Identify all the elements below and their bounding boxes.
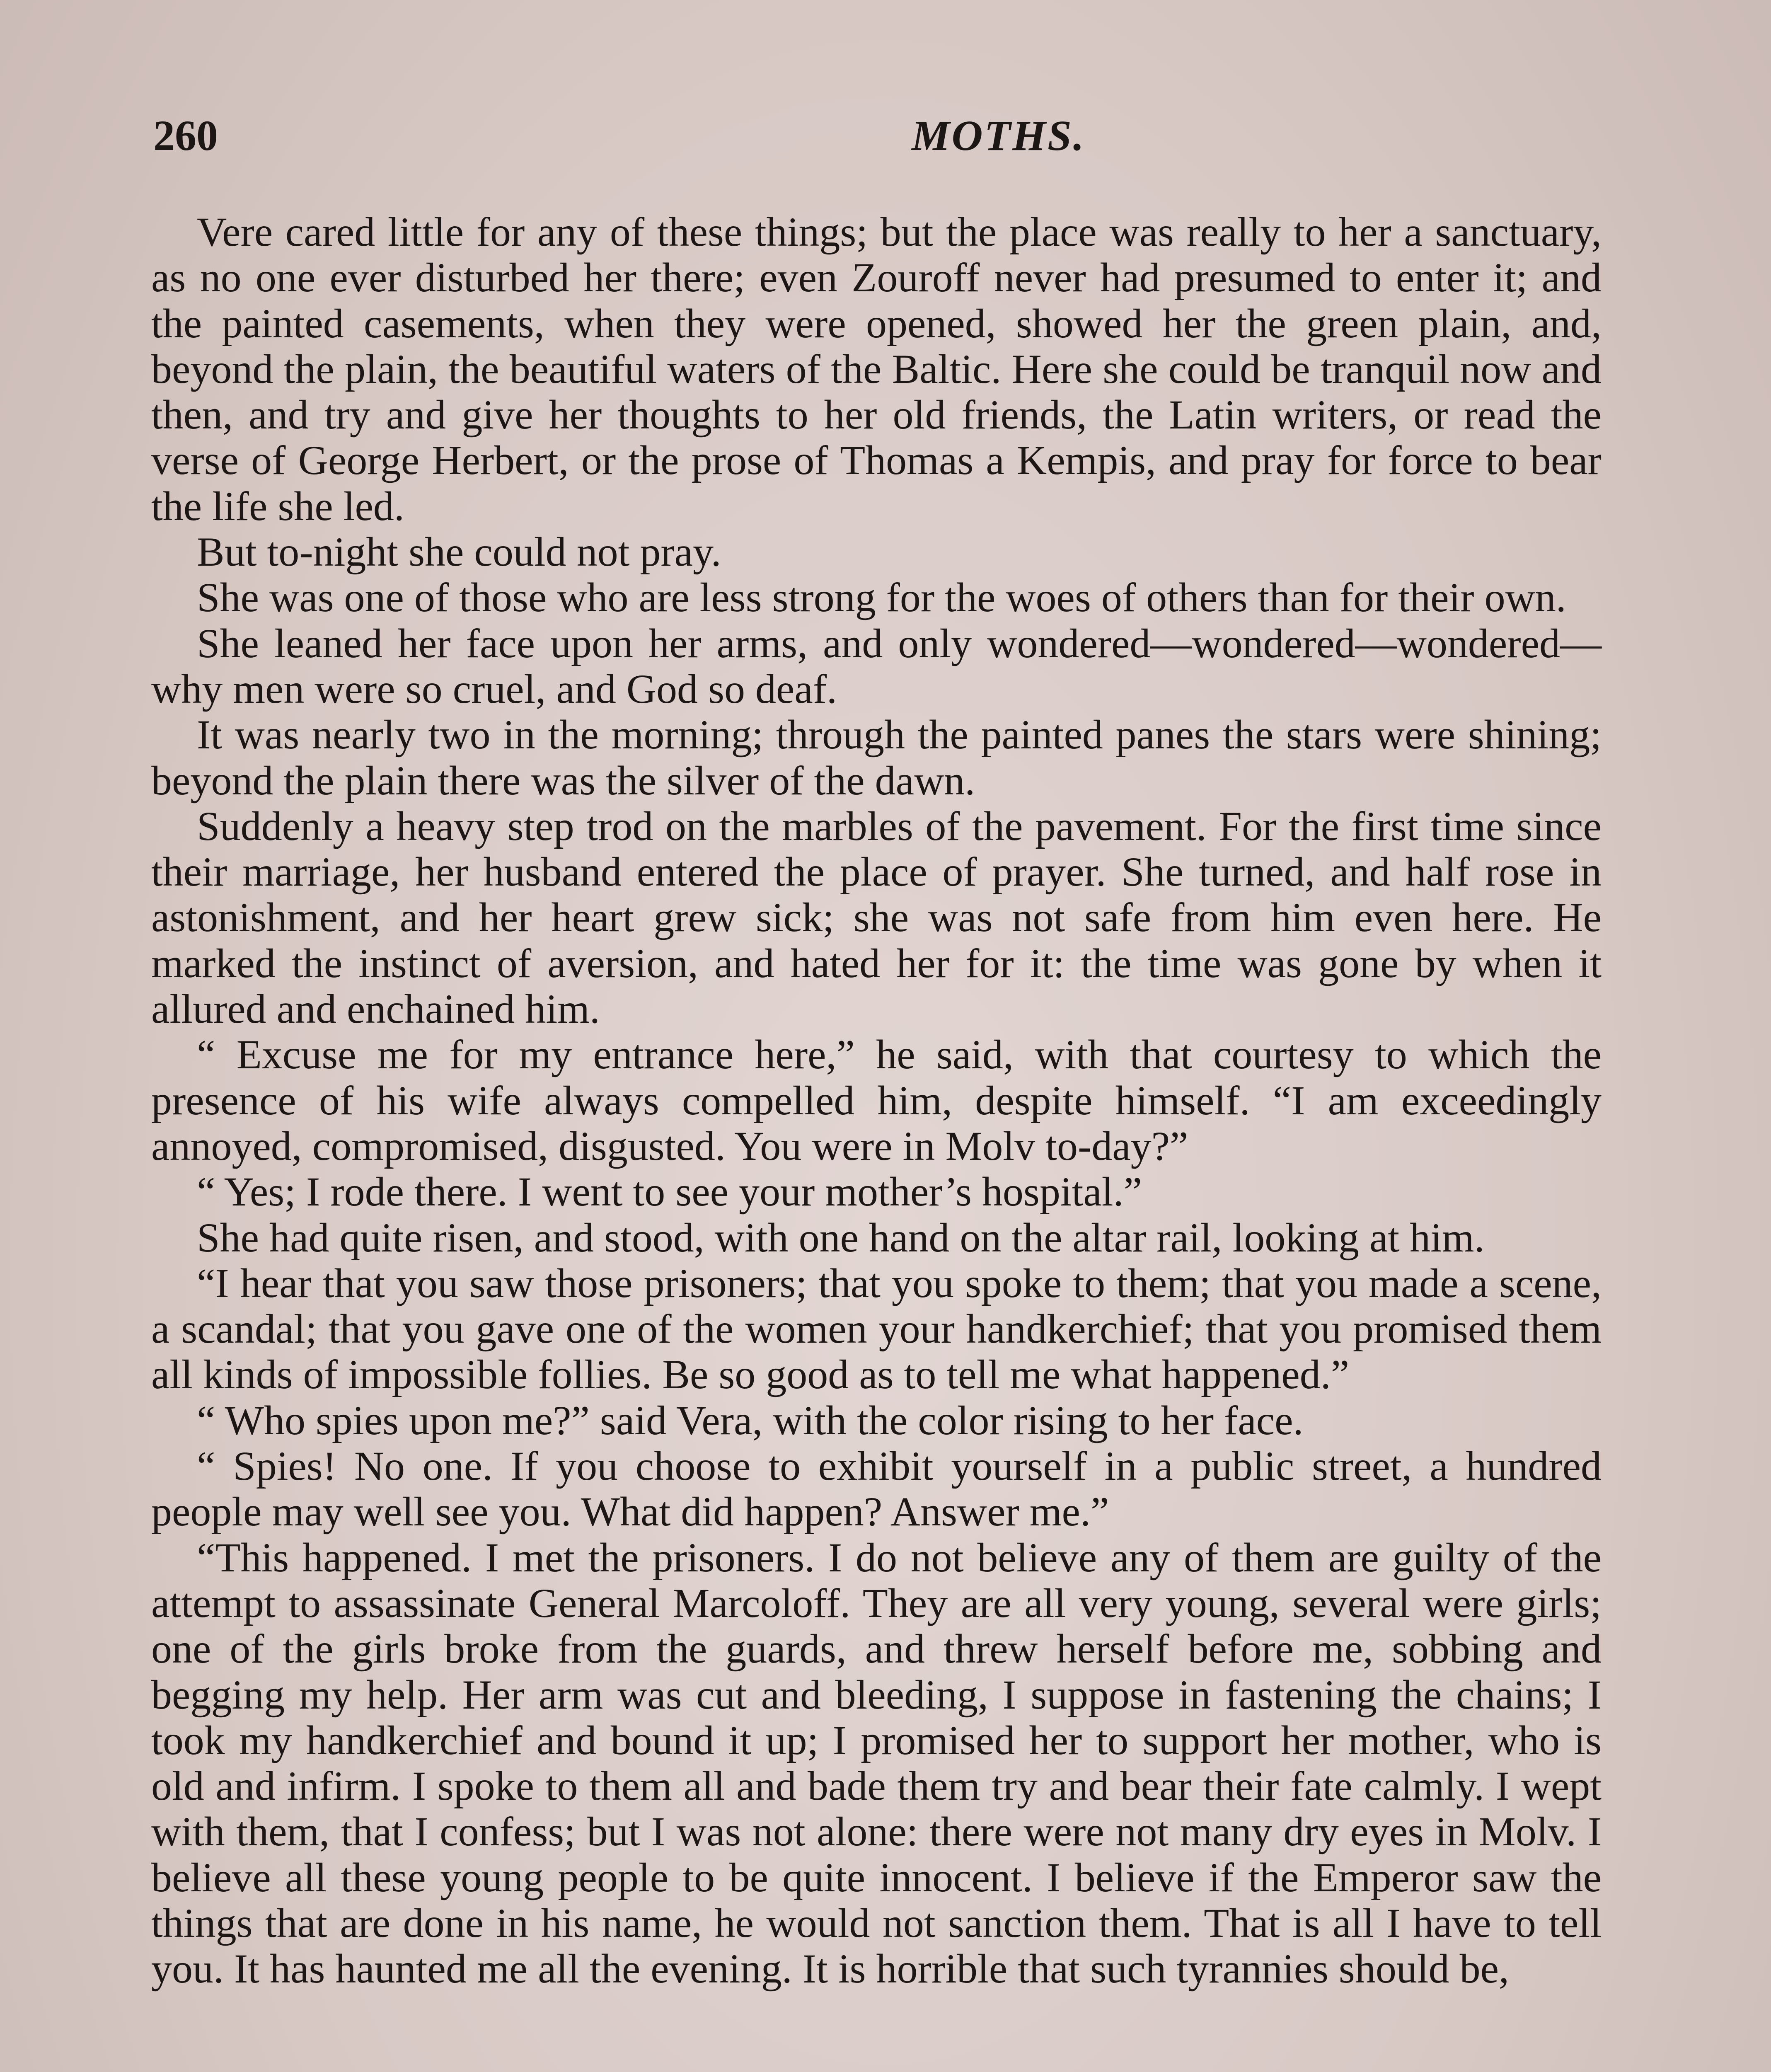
page-number: 260 [153, 112, 218, 160]
page-header [153, 111, 1604, 177]
paragraph: “ Yes; I rode there. I went to see your mother’s hospital.” [197, 1169, 1142, 1215]
paragraph: It was nearly two in the morning; through the painted panes the stars were shining; beyond the plain there was the silver of the dawn. [151, 712, 1602, 804]
paragraph: “ Who spies upon me?” said Vera, with the color rising to her face. [197, 1397, 1304, 1443]
running-head: MOTHS. [912, 112, 1086, 160]
paragraph: “ Spies! No one. If you choose to exhibit yourself in a public street, a hundred people may well see you. What did happen? Answer me.” [151, 1443, 1602, 1535]
paragraph: She leaned her face upon her arms, and only wondered—wondered—wondered—why men were so cruel, and God so deaf. [151, 620, 1602, 712]
paragraph: She had quite risen, and stood, with one hand on the altar rail, looking at him. [197, 1214, 1485, 1261]
paragraph: “ Excuse me for my entrance here,” he said, with that courtesy to which the presence of his wife always compelled him, despite himself. “I am exceedingly annoyed, compromised, disgusted. You were in Molv to-day?” [151, 1031, 1602, 1169]
paragraph: But to-night she could not pray. [197, 529, 721, 575]
paragraph: “I hear that you saw those prisoners; that you spoke to them; that you made a scene, a scandal; that you gave one of the women your handkerchief; that you promised them all kinds of impossible follies. Be so good as to tell me what happened.” [151, 1260, 1602, 1398]
paragraph: She was one of those who are less strong for the woes of others than for their own. [197, 574, 1566, 621]
paragraph: Vere cared little for any of these things; but the place was really to her a sanctuary, as no one ever disturbed her there; even Zouroff never had presumed to enter it; and the painted casements, when they were opened, showed her the green plain, and, beyond the plain, the beautiful waters of the Baltic. Here she could be tranquil now and then, and try and give her thoughts to her old friends, the Latin writers, or read the verse of George Herbert, or the prose of Thomas a Kempis, and pray for force to bear the life she led. [151, 209, 1602, 529]
paragraph: “This happened. I met the prisoners. I do not believe any of them are guilty of the attempt to assassinate General Marcoloff. They are all very young, several were girls; one of the girls broke from the guards, and threw herself before me, sobbing and begging my help. Her arm was cut and bleeding, I suppose in fastening the chains; I took my handkerchief and bound it up; I promised her to support her mother, who is old and infirm. I spoke to them all and bade them try and bear their fate calmly. I wept with them, that I confess; but I was not alone: there were not many dry eyes in Molv. I believe all these young people to be quite innocent. I believe if the Emperor saw the things that are done in his name, he would not sanction them. That is all I have to tell you. It has haunted me all the evening. It is horrible that such tyrannies should be, [151, 1534, 1602, 1992]
body-text [151, 209, 1602, 1992]
paragraph: Suddenly a heavy step trod on the marbles of the pavement. For the first time since their marriage, her husband entered the place of prayer. She turned, and half rose in astonishment, and her heart grew sick; she was not safe from him even here. He marked the instinct of aversion, and hated her for it: the time was gone by when it allured and enchained him. [151, 803, 1602, 1032]
